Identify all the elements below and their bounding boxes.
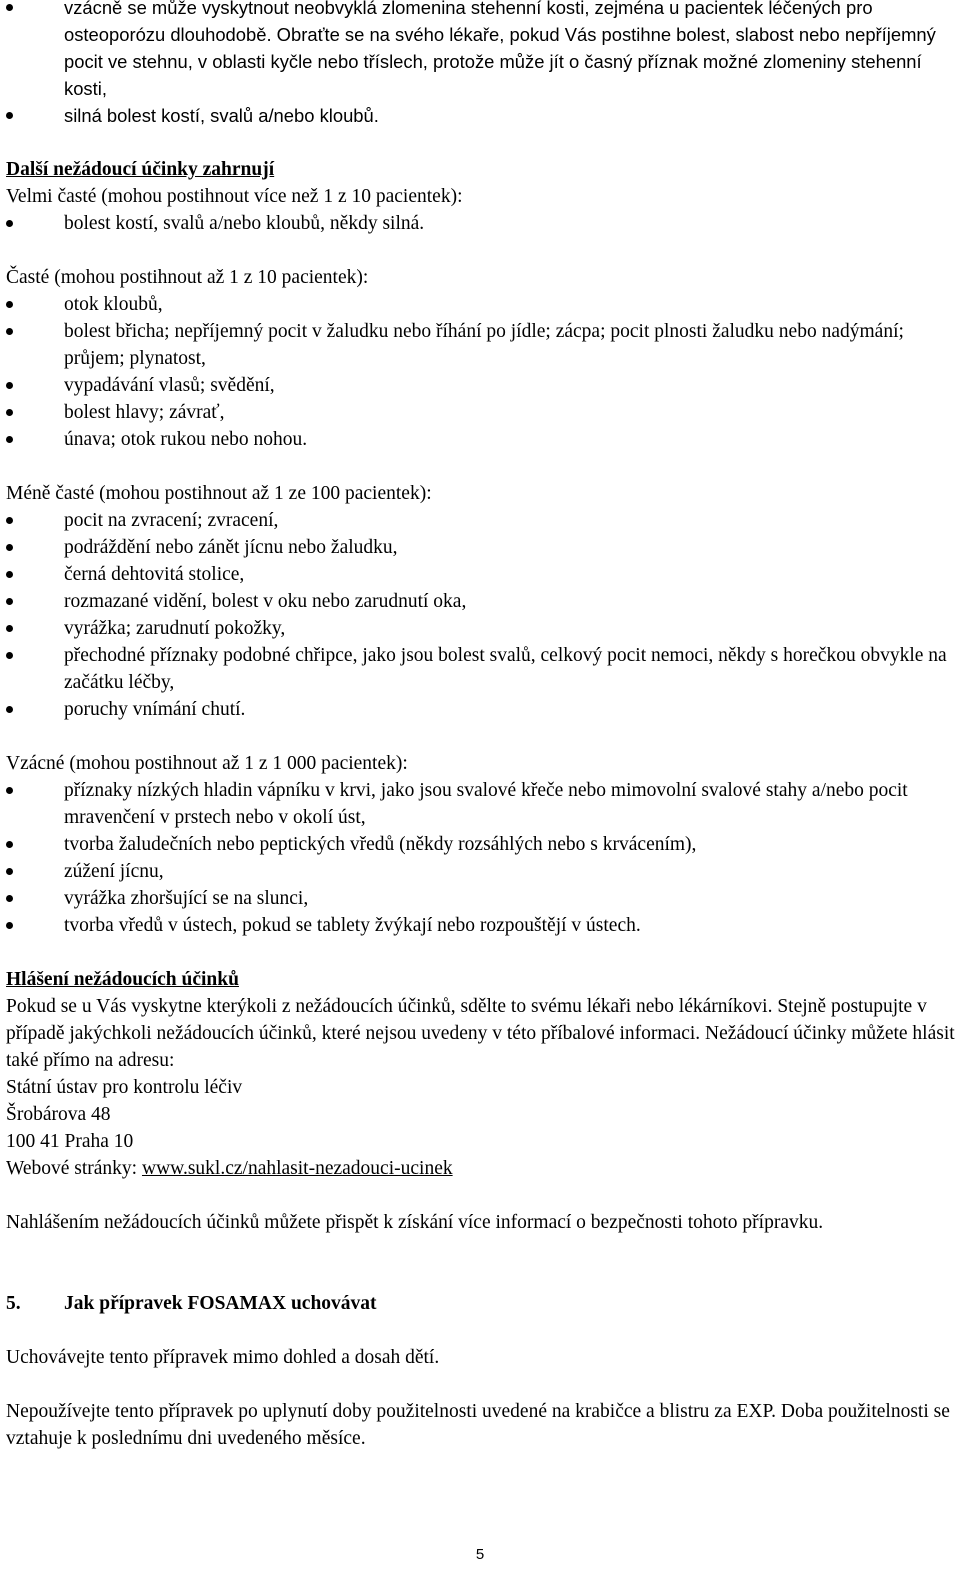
section-title: Jak přípravek FOSAMAX uchovávat xyxy=(64,1293,377,1314)
list-item: tvorba vředů v ústech, pokud se tablety žvýkají nebo rozpouštějí v ústech. xyxy=(6,912,958,939)
list-item: podráždění nebo zánět jícnu nebo žaludku, xyxy=(6,534,958,561)
intro-list xyxy=(6,0,958,129)
section-number: 5. xyxy=(6,1293,21,1314)
address-city: 100 41 Praha 10 xyxy=(6,1131,134,1152)
leaflet-page xyxy=(6,0,958,1452)
website-label: Webové stránky: xyxy=(6,1158,142,1179)
list-item: vyrážka zhoršující se na slunci, xyxy=(6,885,958,912)
uncommon-label: Méně časté (mohou postihnout až 1 ze 100 pacientek): xyxy=(6,483,432,504)
website-link[interactable]: www.sukl.cz/nahlasit-nezadouci-ucinek xyxy=(141,1158,453,1179)
common-list xyxy=(6,291,958,453)
rare-label: Vzácné (mohou postihnout až 1 z 1 000 pacientek): xyxy=(6,753,408,774)
list-item: pocit na zvracení; zvracení, xyxy=(6,507,958,534)
very-common-label: Velmi časté (mohou postihnout více než 1 z 10 pacientek): xyxy=(6,186,463,207)
list-item: rozmazané vidění, bolest v oku nebo zarudnutí oka, xyxy=(6,588,958,615)
uncommon-list xyxy=(6,507,958,723)
list-item: černá dehtovitá stolice, xyxy=(6,561,958,588)
list-item: vzácně se může vyskytnout neobvyklá zlomenina stehenní kosti, zejména u pacientek léčených pro osteoporózu dlouhodobě. Obraťte se na svého lékaře, pokud Vás postihne bolest, slabost nebo nepříjemný pocit ve stehnu, v oblasti kyčle nebo tříslech, protože může jít o časný příznak možné zlomeniny stehenní kosti, xyxy=(6,0,958,102)
reporting-paragraph: Pokud se u Vás vyskytne kterýkoli z nežádoucích účinků, sdělte to svému lékaři nebo lékárníkovi. Stejně postupujte v případě jakýchkoli nežádoucích účinků, které nejsou uvedeny v této příbalové informaci. Nežádoucí účinky můžete hlásit také přímo na adresu: xyxy=(6,996,955,1071)
reporting-closing: Nahlášením nežádoucích účinků můžete přispět k získání více informací o bezpečnosti tohoto přípravku. xyxy=(6,1212,824,1233)
storage-paragraph-2: Nepoužívejte tento přípravek po uplynutí doby použitelnosti uvedené na krabičce a blistru za EXP. Doba použitelnosti se vztahuje k poslednímu dni uvedeného měsíce. xyxy=(6,1401,950,1449)
list-item: otok kloubů, xyxy=(6,291,958,318)
common-label: Časté (mohou postihnout až 1 z 10 pacientek): xyxy=(6,267,369,288)
section-5-heading xyxy=(6,1290,958,1317)
very-common-list xyxy=(6,210,958,237)
list-item: přechodné příznaky podobné chřipce, jako jsou bolest svalů, celkový pocit nemoci, někdy s horečkou obvykle na začátku léčby, xyxy=(6,642,958,696)
list-item: silná bolest kostí, svalů a/nebo kloubů. xyxy=(6,102,958,129)
rare-list xyxy=(6,777,958,939)
other-effects-heading: Další nežádoucí účinky zahrnují xyxy=(6,159,275,180)
page-number: 5 xyxy=(475,1546,485,1563)
list-item: bolest břicha; nepříjemný pocit v žaludku nebo říhání po jídle; zácpa; pocit plnosti žaludku nebo nadýmání; průjem; plynatost, xyxy=(6,318,958,372)
list-item: zúžení jícnu, xyxy=(6,858,958,885)
address-street: Šrobárova 48 xyxy=(6,1104,111,1125)
list-item: tvorba žaludečních nebo peptických vředů (někdy rozsáhlých nebo s krvácením), xyxy=(6,831,958,858)
list-item: bolest hlavy; závrať, xyxy=(6,399,958,426)
list-item: vypadávání vlasů; svědění, xyxy=(6,372,958,399)
storage-paragraph-1: Uchovávejte tento přípravek mimo dohled a dosah dětí. xyxy=(6,1347,440,1368)
list-item: vyrážka; zarudnutí pokožky, xyxy=(6,615,958,642)
list-item: příznaky nízkých hladin vápníku v krvi, jako jsou svalové křeče nebo mimovolní svalové stahy a/nebo pocit mravenčení v prstech nebo v okolí úst, xyxy=(6,777,958,831)
list-item: poruchy vnímání chutí. xyxy=(6,696,958,723)
reporting-heading: Hlášení nežádoucích účinků xyxy=(6,969,239,990)
address-name: Státní ústav pro kontrolu léčiv xyxy=(6,1077,243,1098)
website-line xyxy=(6,1155,958,1182)
list-item: únava; otok rukou nebo nohou. xyxy=(6,426,958,453)
list-item: bolest kostí, svalů a/nebo kloubů, někdy silná. xyxy=(6,210,958,237)
